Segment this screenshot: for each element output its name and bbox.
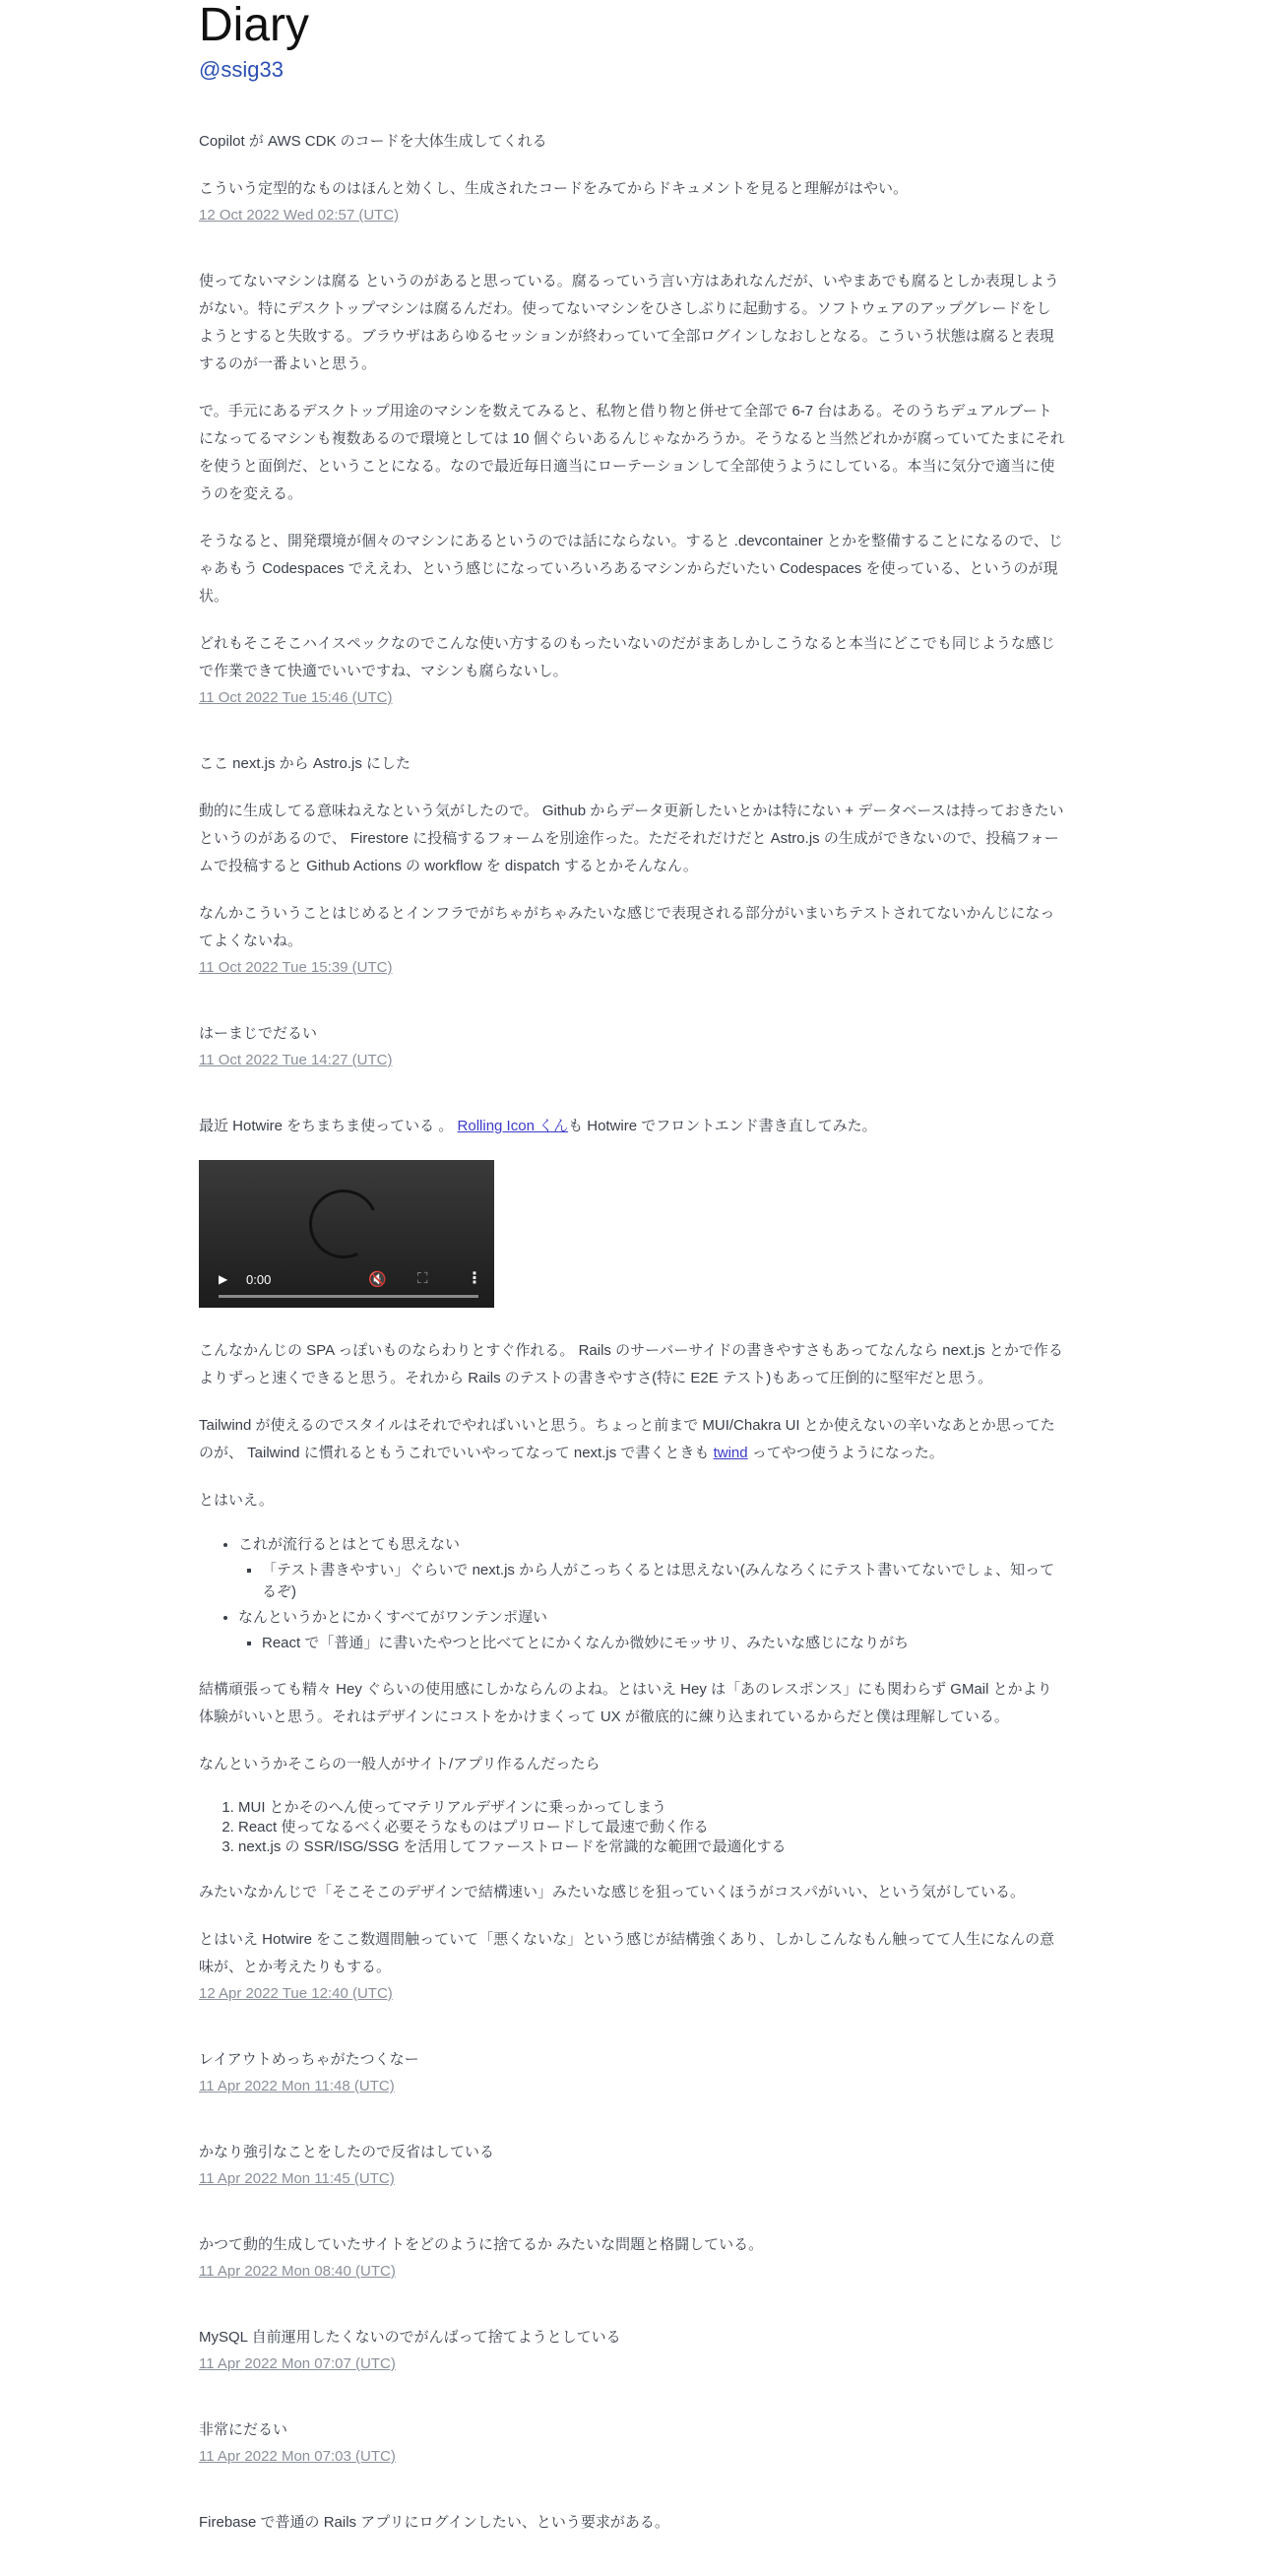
tailwind-text-after: ってやつ使うようになった。: [747, 1445, 944, 1461]
rolling-icon-link[interactable]: Rolling Icon くん: [457, 1118, 569, 1134]
entry-paragraph: レイアウトめっちゃがたつくなー: [199, 2051, 419, 2068]
entry-timestamp-link[interactable]: 12 Apr 2022 Tue 12:40 (UTC): [199, 1985, 393, 2002]
entry-timestamp-link[interactable]: 11 Apr 2022 Mon 11:45 (UTC): [199, 2170, 395, 2187]
entry-paragraph: とはいえ。: [199, 1492, 274, 1509]
twind-link[interactable]: twind: [713, 1445, 748, 1461]
entry-paragraph: [199, 1412, 1065, 1467]
diary-entry: [199, 2509, 1065, 2537]
entry-timestamp-link[interactable]: 11 Oct 2022 Tue 14:27 (UTC): [199, 1052, 393, 1068]
bullet-list: [199, 1534, 1065, 1654]
video-progress-bar[interactable]: [219, 1295, 478, 1298]
entry-paragraph: なんというかそこらの一般人がサイト/アプリ作るんだったら: [199, 1756, 600, 1772]
intro-text: 最近 Hotwire をちまちま使っている 。: [199, 1118, 454, 1134]
entry-paragraph: どれもそこそこハイスペックなのでこんな使い方するのもったいないのだがまあしかしこうなると本当にどこでも同じような感じで作業できて快適でいいですね、マシンも腐らないし。: [199, 635, 1055, 679]
diary-entry: [199, 2231, 1065, 2285]
entry-paragraph: みたいなかんじで「そこそこのデザインで結構速い」みたいな感じを狙っていくほうがコスパがいい、という気がしている。: [199, 1884, 1025, 1900]
video-player[interactable]: [199, 1160, 494, 1308]
loading-spinner-icon: [299, 1180, 388, 1268]
entry-paragraph: とはいえ Hotwire をここ数週間触っていて「悪くないな」という感じが結構強くあり、しかしこんなもん触ってて人生になんの意味が、とか考えたりもする。: [199, 1931, 1055, 1975]
entry-paragraph: [199, 1113, 1065, 1140]
page-container: [199, 0, 1065, 2576]
numbered-item: 2. React 使ってなるべく必要そうなものはプリロードして最速で動く作る: [238, 1818, 1065, 1837]
diary-entry: [199, 2139, 1065, 2192]
tailwind-text: Tailwind が使えるのでスタイルはそれでやればいいと思う。ちょっと前まで MUI/Chakra UI とか使えないの辛いなあとか思ってたのが、 Tailwind に慣れるともうこれでいいやってなって next.js で書くときも: [199, 1417, 1055, 1461]
entry-timestamp-link[interactable]: 11 Apr 2022 Mon 07:07 (UTC): [199, 2355, 396, 2372]
numbered-item: 3. next.js の SSR/ISG/SSG を活用してファーストロードを常識的な範囲で最適化する: [238, 1837, 1065, 1857]
entry-paragraph: こんなかんじの SPA っぽいものならわりとすぐ作れる。 Rails のサーバーサイドの書きやすさもあってなんなら next.js とかで作るよりずっと速くできると思う。それから Rails のテストの書きやすさ(特に E2E テスト)もあって圧倒的に堅牢だと思う。: [199, 1342, 1063, 1386]
entry-paragraph: Firebase で普通の Rails アプリにログインしたい、という要求がある。: [199, 2514, 669, 2531]
more-options-icon[interactable]: ⋮: [467, 1270, 482, 1287]
diary-entry: [199, 750, 1065, 981]
bullet-text: これが流行るとはとても思えない: [238, 1536, 461, 1553]
entry-paragraph: 使ってないマシンは腐る というのがあると思っている。腐るっていう言い方はあれなんだが、いやまあでも腐るとしか表現しようがない。特にデスクトップマシンは腐るんだわ。使ってないマシンをひさしぶりに起動する。ソフトウェアのアップグレードをしようとすると失敗する。ブラウザはあらゆるセッションが終わっていて全部ログインしなおしとなる。こういう状態は腐ると表現するのが一番よいと思う。: [199, 273, 1059, 372]
numbered-item: 1. MUI とかそのへん使ってマテリアルデザインに乗っかってしまう: [238, 1798, 1065, 1818]
sub-bullet-list: [238, 1633, 1065, 1654]
numbered-list: [199, 1798, 1065, 1857]
entry-paragraph: 動的に生成してる意味ねえなという気がしたので。 Github からデータ更新したいとかは特にない + データベースは持っておきたいというのがあるので、 Firestore に投稿するフォームを別途作った。ただそれだけだと Astro.js の生成ができないので、投稿フォームで投稿すると Github Actions の workflow を dispatch するとかそんなん。: [199, 803, 1064, 874]
bullet-item: [238, 1534, 1065, 1603]
entry-timestamp-link[interactable]: 12 Oct 2022 Wed 02:57 (UTC): [199, 207, 400, 224]
fullscreen-icon[interactable]: ⛶: [417, 1270, 428, 1287]
entry-paragraph: そうなると、開発環境が個々のマシンにあるというのでは話にならない。すると .devcontainer とかを整備することになるので、じゃあもう Codespaces でええわ、という感じになっていろいろあるマシンからだいたい Codespaces を使っている、というのが現状。: [199, 533, 1063, 605]
entry-paragraph: 結構頑張っても精々 Hey ぐらいの使用感にしかならんのよね。とはいえ Hey は「あのレスポンス」にも関わらず GMail とかより体験がいいと思う。それはデザインにコストをかけまくって UX が徹底的に練り込まれているからだと僕は理解している。: [199, 1681, 1052, 1725]
entry-paragraph: MySQL 自前運用したくないのでがんばって捨てようとしている: [199, 2329, 621, 2346]
diary-entry: [199, 1020, 1065, 1073]
video-controls: [199, 1260, 494, 1308]
sub-bullet-item: ▪ React で「普通」に書いたやつと比べてとにかくなんか微妙にモッサリ、みたいな感じになりがち: [262, 1633, 1065, 1654]
entry-paragraph: なんかこういうことはじめるとインフラでがちゃがちゃみたいな感じで表現される部分がいまいちテストされてないかんじになってよくないね。: [199, 905, 1055, 949]
diary-entry: [199, 2324, 1065, 2377]
entry-timestamp-link[interactable]: 11 Apr 2022 Mon 11:48 (UTC): [199, 2078, 395, 2094]
diary-entry: [199, 2416, 1065, 2470]
entry-paragraph: ここ next.js から Astro.js にした: [199, 755, 411, 772]
entry-paragraph: こういう定型的なものはほんと効くし、生成されたコードをみてからドキュメントを見ると理解がはやい。: [199, 180, 909, 197]
entry-timestamp-link[interactable]: 11 Oct 2022 Tue 15:46 (UTC): [199, 689, 393, 706]
diary-entry: [199, 268, 1065, 711]
diary-entry: [199, 2046, 1065, 2099]
diary-entry: [199, 128, 1065, 228]
entry-paragraph: はーまじでだるい: [199, 1025, 318, 1042]
entry-timestamp-link[interactable]: 11 Apr 2022 Mon 08:40 (UTC): [199, 2263, 396, 2280]
entry-list: [199, 128, 1065, 2537]
entry-paragraph: かつて動的生成していたサイトをどのように捨てるか みたいな問題と格闘している。: [199, 2236, 764, 2253]
entry-paragraph: 非常にだるい: [199, 2421, 288, 2438]
site-title: Diary: [199, 0, 310, 51]
entry-timestamp-link[interactable]: 11 Apr 2022 Mon 07:03 (UTC): [199, 2448, 396, 2465]
sub-bullet-list: [238, 1560, 1065, 1603]
author-handle-link[interactable]: @ssig33: [199, 57, 284, 82]
bullet-item: [238, 1607, 1065, 1654]
diary-entry: [199, 1113, 1065, 2007]
intro-text-after: も Hotwire でフロントエンド書き直してみた。: [568, 1118, 877, 1134]
volume-icon[interactable]: 🔇: [368, 1271, 387, 1288]
sub-bullet-item: ▪ 「テスト書きやすい」ぐらいで next.js から人がこっちくるとは思えない(みんなろくにテスト書いてないでしょ、知ってるぞ): [262, 1560, 1065, 1603]
bullet-text: なんというかとにかくすべてがワンテンポ遅い: [238, 1609, 547, 1626]
entry-timestamp-link[interactable]: 11 Oct 2022 Tue 15:39 (UTC): [199, 959, 393, 976]
entry-paragraph: かなり強引なことをしたので反省はしている: [199, 2144, 495, 2160]
entry-paragraph: で。手元にあるデスクトップ用途のマシンを数えてみると、私物と借り物と併せて全部で 6-7 台はある。そのうちデュアルブートになってるマシンも複数あるので環境としては 10 個ぐらいあるんじゃなかろうか。そうなると当然どれかが腐っていてたまにそれを使うと面倒だ、ということになる。なので最近毎日適当にローテーションして全部使うようにしている。本当に気分で適当に使うのを変える。: [199, 403, 1065, 502]
play-icon[interactable]: ▶: [219, 1272, 228, 1286]
video-time: 0:00: [246, 1272, 272, 1287]
entry-paragraph: Copilot が AWS CDK のコードを大体生成してくれる: [199, 133, 547, 150]
